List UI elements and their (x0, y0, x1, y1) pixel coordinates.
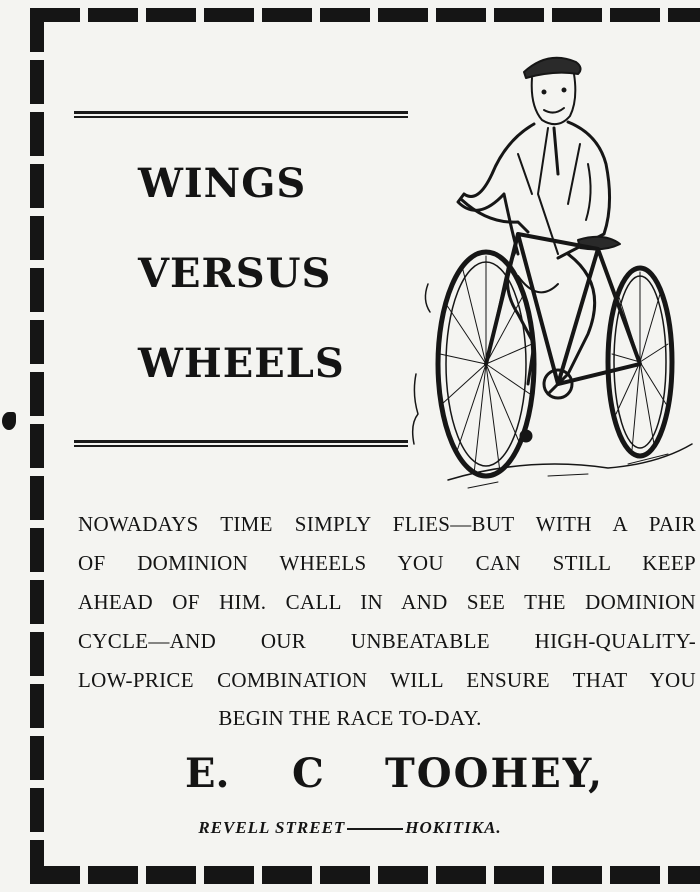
headline-versus: VERSUS (138, 250, 332, 297)
ad-copy-line: LOW-PRICE COMBINATION WILL ENSURE THAT YOU (78, 668, 696, 692)
ad-copy (78, 505, 696, 700)
address-dash (347, 828, 403, 830)
ad-copy-line: NOWADAYS TIME SIMPLY FLIES—BUT WITH A PAIR (78, 512, 696, 536)
ad-copy-line: CYCLE—AND OUR UNBEATABLE HIGH-QUALITY- (78, 629, 696, 653)
ink-mark (2, 412, 16, 430)
merchant-initial-c: C (292, 750, 324, 797)
headline-rule-top (74, 111, 408, 118)
merchant-name (0, 750, 700, 800)
border-bottom (30, 866, 700, 884)
man-riding-bicycle-icon (408, 44, 700, 496)
ad-copy-line: AHEAD OF HIM. CALL IN AND SEE THE DOMINION (78, 590, 696, 614)
merchant-initial-e: E. (185, 750, 230, 797)
ad-copy-line: OF DOMINION WHEELS YOU CAN STILL KEEP (78, 551, 696, 575)
address-street: REVELL STREET (198, 818, 346, 837)
headline-wings: WINGS (138, 160, 307, 207)
merchant-surname: TOOHEY, (385, 750, 605, 797)
address-town: HOKITIKA. (405, 818, 502, 837)
headline-rule-bottom (74, 440, 408, 447)
headline-wheels: WHEELS (138, 340, 345, 387)
ad-copy-last-line: BEGIN THE RACE TO-DAY. (218, 706, 482, 730)
address-line (0, 818, 700, 838)
border-top (30, 8, 700, 22)
